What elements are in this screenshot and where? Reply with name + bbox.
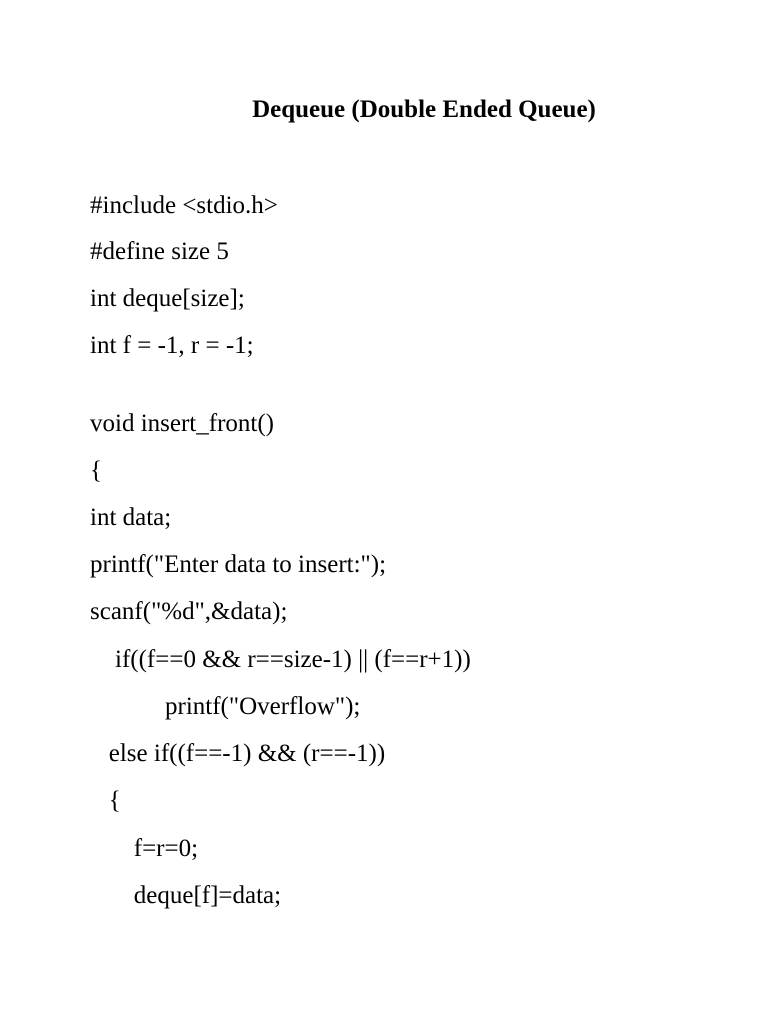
code-line-printf-prompt: printf("Enter data to insert:"); — [90, 551, 387, 578]
code-line-overflow-check: if((f==0 && r==size-1) || (f==r+1)) — [90, 646, 471, 673]
code-line-printf-overflow: printf("Overflow"); — [90, 693, 361, 720]
code-line-function-signature: void insert_front() — [90, 410, 274, 437]
code-line-else-if-empty: else if((f==-1) && (r==-1)) — [90, 740, 386, 767]
code-line-data-decl: int data; — [90, 504, 172, 531]
code-line-assign-data: deque[f]=data; — [90, 882, 282, 909]
code-line-reset-pointers: f=r=0; — [90, 835, 199, 862]
code-line-open-brace: { — [90, 457, 102, 484]
code-line-inner-open-brace: { — [90, 787, 121, 814]
code-line-scanf: scanf("%d",&data); — [90, 598, 288, 625]
document-title: Dequeue (Double Ended Queue) — [252, 96, 596, 123]
code-line-include: #include <stdio.h> — [90, 192, 278, 219]
code-line-pointer-decl: int f = -1, r = -1; — [90, 332, 254, 359]
code-line-define: #define size 5 — [90, 238, 229, 265]
code-line-array-decl: int deque[size]; — [90, 285, 245, 312]
